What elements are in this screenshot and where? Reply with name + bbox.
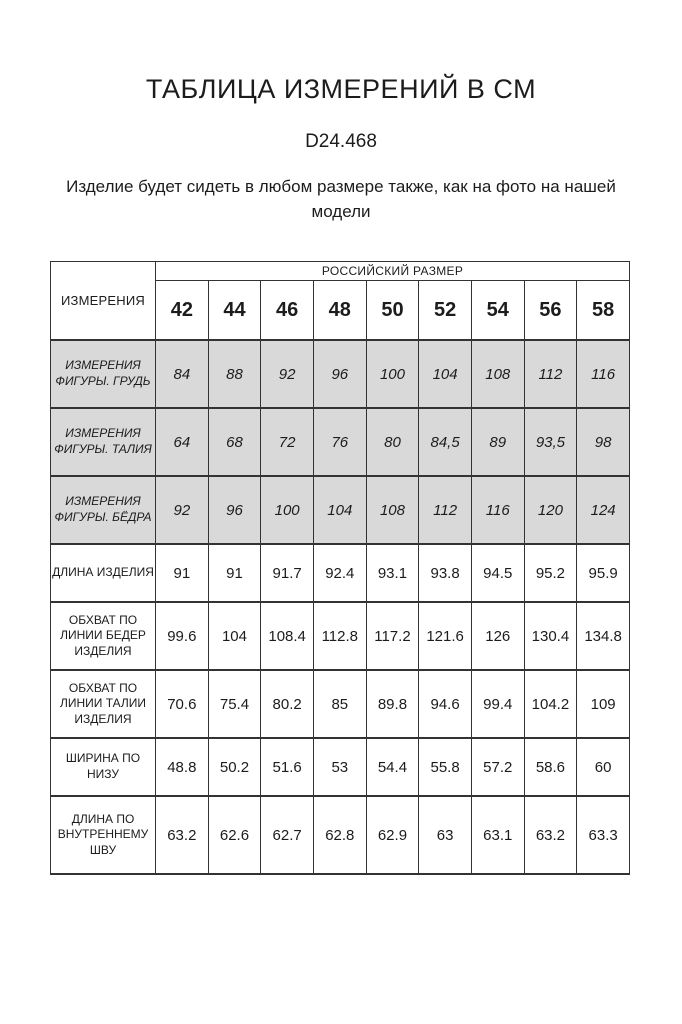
measurement-value: 126	[471, 602, 524, 670]
measurement-value: 104	[419, 340, 472, 408]
measurement-value: 92.4	[313, 544, 366, 602]
measurement-value: 84	[156, 340, 209, 408]
measurement-value: 63.2	[524, 796, 577, 874]
size-column-header: 54	[471, 281, 524, 341]
measurement-value: 80	[366, 408, 419, 476]
measurement-value: 89	[471, 408, 524, 476]
measurement-value: 68	[208, 408, 261, 476]
fit-note: Изделие будет сидеть в любом размере также, как на фото на нашей модели	[66, 177, 616, 221]
measurement-value: 70.6	[156, 670, 209, 738]
measurement-value: 63.2	[156, 796, 209, 874]
row-label: ШИРИНА ПО НИЗУ	[51, 738, 156, 796]
measurement-value: 91	[208, 544, 261, 602]
product-code: D24.468	[305, 131, 377, 152]
table-row	[51, 796, 630, 874]
measurement-value: 75.4	[208, 670, 261, 738]
measurement-table	[50, 261, 630, 875]
measurement-value: 109	[577, 670, 630, 738]
measurement-value: 80.2	[261, 670, 314, 738]
measurement-value: 92	[261, 340, 314, 408]
page-title: ТАБЛИЦА ИЗМЕРЕНИЙ В СМ	[145, 74, 537, 104]
measurement-value: 50.2	[208, 738, 261, 796]
measurement-value: 76	[313, 408, 366, 476]
row-label: ОБХВАТ ПО ЛИНИИ БЕДЕР ИЗДЕЛИЯ	[51, 602, 156, 670]
measurement-value: 54.4	[366, 738, 419, 796]
measurement-value: 64	[156, 408, 209, 476]
measurement-value: 62.8	[313, 796, 366, 874]
measurement-value: 112	[524, 340, 577, 408]
table-row	[51, 738, 630, 796]
measurement-value: 92	[156, 476, 209, 544]
measurement-value: 84,5	[419, 408, 472, 476]
measurement-value: 100	[261, 476, 314, 544]
measurement-value: 57.2	[471, 738, 524, 796]
measurement-value: 95.2	[524, 544, 577, 602]
table-row	[51, 544, 630, 602]
measurement-value: 124	[577, 476, 630, 544]
measurement-value: 94.6	[419, 670, 472, 738]
size-column-header: 50	[366, 281, 419, 341]
measurement-value: 108	[471, 340, 524, 408]
table-row	[51, 670, 630, 738]
measurement-value: 108.4	[261, 602, 314, 670]
table-row	[51, 602, 630, 670]
measurement-value: 95.9	[577, 544, 630, 602]
measurement-value: 98	[577, 408, 630, 476]
measurement-value: 99.4	[471, 670, 524, 738]
size-column-header: 44	[208, 281, 261, 341]
measurement-value: 93.1	[366, 544, 419, 602]
measurement-value: 134.8	[577, 602, 630, 670]
measurement-value: 85	[313, 670, 366, 738]
measurement-value: 130.4	[524, 602, 577, 670]
measurement-value: 89.8	[366, 670, 419, 738]
row-label: ИЗМЕРЕНИЯ ФИГУРЫ. ТАЛИЯ	[51, 408, 156, 476]
measurement-value: 91	[156, 544, 209, 602]
measurement-value: 117.2	[366, 602, 419, 670]
measurement-value: 120	[524, 476, 577, 544]
measurement-value: 100	[366, 340, 419, 408]
table-row	[51, 408, 630, 476]
measurement-value: 104	[313, 476, 366, 544]
row-label: ДЛИНА ИЗДЕЛИЯ	[51, 544, 156, 602]
size-column-header: 46	[261, 281, 314, 341]
measurement-value: 58.6	[524, 738, 577, 796]
measurement-value: 112	[419, 476, 472, 544]
measurement-value: 108	[366, 476, 419, 544]
row-label: ИЗМЕРЕНИЯ ФИГУРЫ. ГРУДЬ	[51, 340, 156, 408]
measurement-value: 94.5	[471, 544, 524, 602]
measurement-value: 104.2	[524, 670, 577, 738]
measurement-value: 116	[577, 340, 630, 408]
size-column-header: 56	[524, 281, 577, 341]
measurement-value: 96	[208, 476, 261, 544]
measurement-value: 62.6	[208, 796, 261, 874]
measurement-value: 63	[419, 796, 472, 874]
measurement-value: 55.8	[419, 738, 472, 796]
measurement-value: 62.7	[261, 796, 314, 874]
measurement-value: 63.1	[471, 796, 524, 874]
measurement-value: 93.8	[419, 544, 472, 602]
measurement-value: 53	[313, 738, 366, 796]
russian-size-header: РОССИЙСКИЙ РАЗМЕР	[156, 262, 630, 281]
table-row	[51, 340, 630, 408]
measurement-value: 60	[577, 738, 630, 796]
measurement-value: 104	[208, 602, 261, 670]
group-header-row	[51, 262, 630, 281]
measurements-corner-header: ИЗМЕРЕНИЯ	[51, 262, 156, 341]
size-column-header: 58	[577, 281, 630, 341]
row-label: ОБХВАТ ПО ЛИНИИ ТАЛИИ ИЗДЕЛИЯ	[51, 670, 156, 738]
measurement-value: 116	[471, 476, 524, 544]
size-column-header: 48	[313, 281, 366, 341]
size-column-header: 52	[419, 281, 472, 341]
measurement-value: 112.8	[313, 602, 366, 670]
measurement-value: 48.8	[156, 738, 209, 796]
measurement-value: 99.6	[156, 602, 209, 670]
size-column-header: 42	[156, 281, 209, 341]
measurement-value: 51.6	[261, 738, 314, 796]
row-label: ИЗМЕРЕНИЯ ФИГУРЫ. БЁДРА	[51, 476, 156, 544]
measurement-value: 96	[313, 340, 366, 408]
table-row	[51, 476, 630, 544]
measurement-value: 62.9	[366, 796, 419, 874]
measurement-value: 72	[261, 408, 314, 476]
row-label: ДЛИНА ПО ВНУТРЕННЕМУ ШВУ	[51, 796, 156, 874]
measurement-value: 88	[208, 340, 261, 408]
measurement-value: 91.7	[261, 544, 314, 602]
measurement-value: 93,5	[524, 408, 577, 476]
measurement-value: 121.6	[419, 602, 472, 670]
measurement-value: 63.3	[577, 796, 630, 874]
